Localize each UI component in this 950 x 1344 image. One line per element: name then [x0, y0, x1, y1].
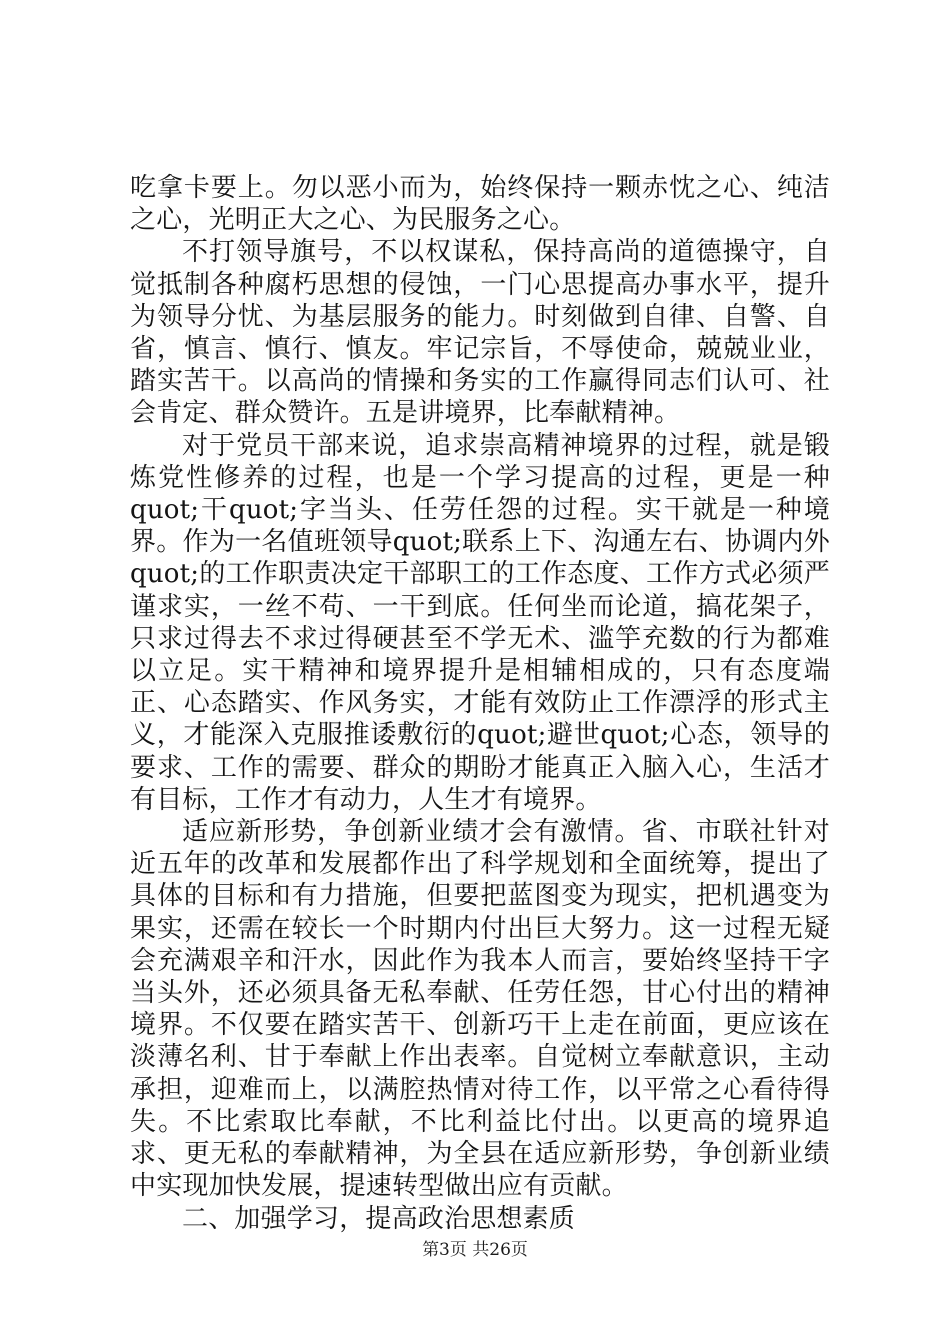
page-number-label: 第3页 共26页: [422, 1240, 528, 1260]
page-footer: [0, 1240, 950, 1260]
paragraph-4: 适应新形势，争创新业绩才会有激情。省、市联社针对近五年的改革和发展都作出了科学规划和全面统筹，提出了具体的目标和有力措施，但要把蓝图变为现实，把机遇变为果实，还需在较长一个时期内付出巨大努力。这一过程无疑会充满艰辛和汗水，因此作为我本人而言，要始终坚持干字当头外，还必须具备无私奉献、任劳任怨，甘心付出的精神境界。不仅要在踏实苦干、创新巧干上走在前面，更应该在淡薄名利、甘于奉献上作出表率。自觉树立奉献意识，主动承担，迎难而上，以满腔热情对待工作，以平常之心看待得失。不比索取比奉献，不比利益比付出。以更高的境界追求、更无私的奉献精神，为全县在适应新形势，争创新业绩中实现加快发展，提速转型做出应有贡献。: [130, 817, 830, 1202]
section-heading: 二、加强学习，提高政治思想素质: [182, 1203, 576, 1234]
paragraph-1: 吃拿卡要上。勿以恶小而为，始终保持一颗赤忱之心、纯洁之心，光明正大之心、为民服务之心。: [130, 173, 830, 236]
paragraph-2: 不打领导旗号，不以权谋私，保持高尚的道德操守，自觉抵制各种腐朽思想的侵蚀，一门心思提高办事水平，提升为领导分忧、为基层服务的能力。时刻做到自律、自警、自省，慎言、慎行、慎友。牢记宗旨，不辱使命，兢兢业业，踏实苦干。以高尚的情操和务实的工作赢得同志们认可、社会肯定、群众赞许。五是讲境界，比奉献精神。: [130, 237, 830, 429]
document-body: [130, 172, 830, 1235]
paragraph-3: 对于党员干部来说，追求崇高精神境界的过程，就是锻炼党性修养的过程，也是一个学习提高的过程，更是一种quot;干quot;字当头、任劳任怨的过程。实干就是一种境界。作为一名值班领导quot;联系上下、沟通左右、协调内外quot;的工作职责决定干部职工的工作态度、工作方式必须严谨求实，一丝不苟、一干到底。任何坐而论道，搞花架子，只求过得去不求过得硬甚至不学无术、滥竽充数的行为都难以立足。实干精神和境界提升是相辅相成的，只有态度端正、心态踏实、作风务实，才能有效防止工作漂浮的形式主义，才能深入克服推诿敷衍的quot;避世quot;心态，领导的要求、工作的需要、群众的期盼才能真正入脑入心，生活才有目标，工作才有动力，人生才有境界。: [130, 430, 830, 815]
